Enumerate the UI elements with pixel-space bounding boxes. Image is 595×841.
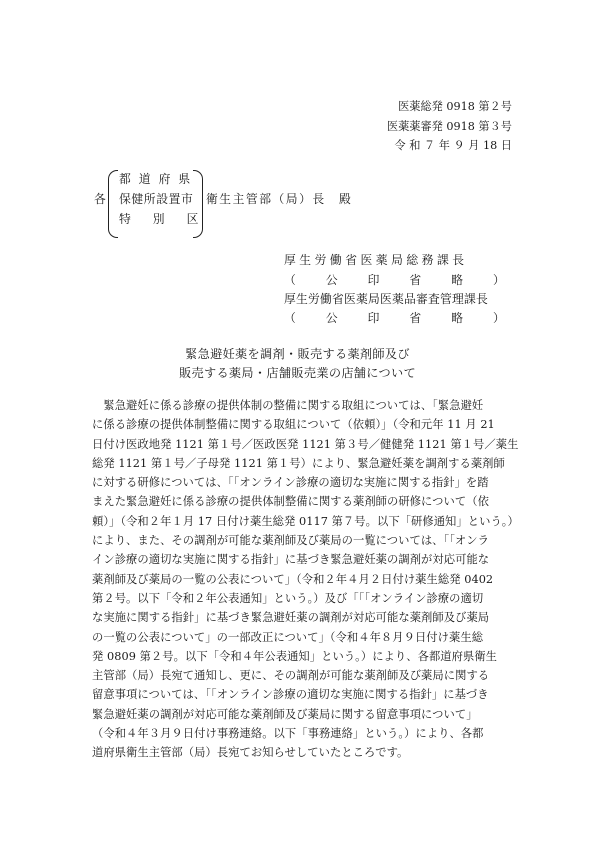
sender-general-affairs-director: 厚生労働省医薬局総務課長	[284, 253, 468, 267]
seal-omitted-2: （公印省略）	[284, 311, 535, 325]
sender-review-director: 厚生労働省医薬局医薬品審査管理課長	[284, 292, 488, 306]
body-line: 主管部（局）長宛て通知し、更に、その調剤が可能な薬剤師及び薬局に関する	[92, 669, 490, 683]
body-line: 緊急避妊に係る診療の提供体制の整備に関する取組については、「緊急避妊	[92, 399, 484, 412]
body-line: イン診療の適切な実施に関する指針」に基づき緊急避妊薬の調剤が対応可能な	[92, 553, 490, 567]
addressee-prefix: 各	[94, 192, 106, 206]
left-bracket	[108, 170, 118, 238]
body-line: 緊急避妊薬の調剤が対応可能な薬剤師及び薬局に関する留意事項について」	[92, 707, 478, 721]
body-line: 留意事項については、「「オンライン診療の適切な実施に関する指針」に基づき	[92, 688, 489, 702]
body-line: な実施に関する指針」に基づき緊急避妊薬の調剤が対応可能な薬剤師及び薬局	[92, 611, 490, 625]
body-line: 総発 1121 第１号／子母発 1121 第１号）により、緊急避妊薬を調剤する薬剤師	[92, 456, 505, 470]
body-line: 頼）」（令和２年１月 17 日付け薬生総発 0117 第７号。以下「研修通知」という。）	[92, 514, 519, 528]
document-title-line-2: 販売する薬局・店舗販売業の店舗について	[178, 366, 417, 380]
body-line: まえた緊急避妊に係る診療の提供体制整備に関する薬剤師の研修について（依	[92, 495, 489, 509]
doc-number-1: 医薬総発 0918 第２号	[398, 100, 512, 113]
body-line: 日付け医政地発 1121 第１号／医政医発 1121 第３号／健健発 1121 第１号／薬生	[92, 437, 519, 451]
body-line: 道府県衛生主管部（局）長宛てお知らせしていたところです。	[92, 746, 409, 760]
body-line: 薬剤師及び薬局の一覧の公表について」（令和２年４月２日付け薬生総発 0402	[92, 572, 494, 586]
addressee-special-wards: 特別区	[119, 212, 221, 226]
addressee-title: 衛生主管部（局）長 殿	[206, 192, 353, 206]
body-line: に対する研修については、「「オンライン診療の適切な実施に関する指針」を踏	[92, 476, 489, 490]
body-line: により、また、その調剤が可能な薬剤師及び薬局の一覧については、「「オンラ	[92, 534, 489, 548]
body-line: 発 0809 第２号。以下「令和４年公表通知」という。）により、各都道府県衛生	[92, 649, 498, 663]
body-line: の一覧の公表について」の一部改正について」（令和４年８月９日付け薬生総	[92, 630, 484, 644]
body-line: 第２号。以下「令和２年公表通知」という。）及び「「「オンライン診療の適切	[92, 591, 484, 605]
body-line: に係る診療の提供体制整備に関する取組について（依頼）」（令和元年 11 月 21	[92, 418, 495, 432]
doc-number-2: 医薬薬審発 0918 第３号	[386, 120, 512, 133]
addressee-prefectures: 都道府県	[119, 172, 199, 186]
doc-date: 令 和 ７ 年 ９ 月 18 日	[394, 139, 512, 152]
body-line: （令和４年３月９日付け事務連絡。以下「事務連絡」という。）により、各都	[92, 727, 484, 741]
body-paragraph	[92, 400, 522, 767]
addressee-health-center-cities: 保健所設置市	[119, 192, 194, 206]
seal-omitted-1: （公印省略）	[284, 273, 535, 287]
document-title-line-1: 緊急避妊薬を調剤・販売する薬剤師及び	[185, 347, 410, 361]
